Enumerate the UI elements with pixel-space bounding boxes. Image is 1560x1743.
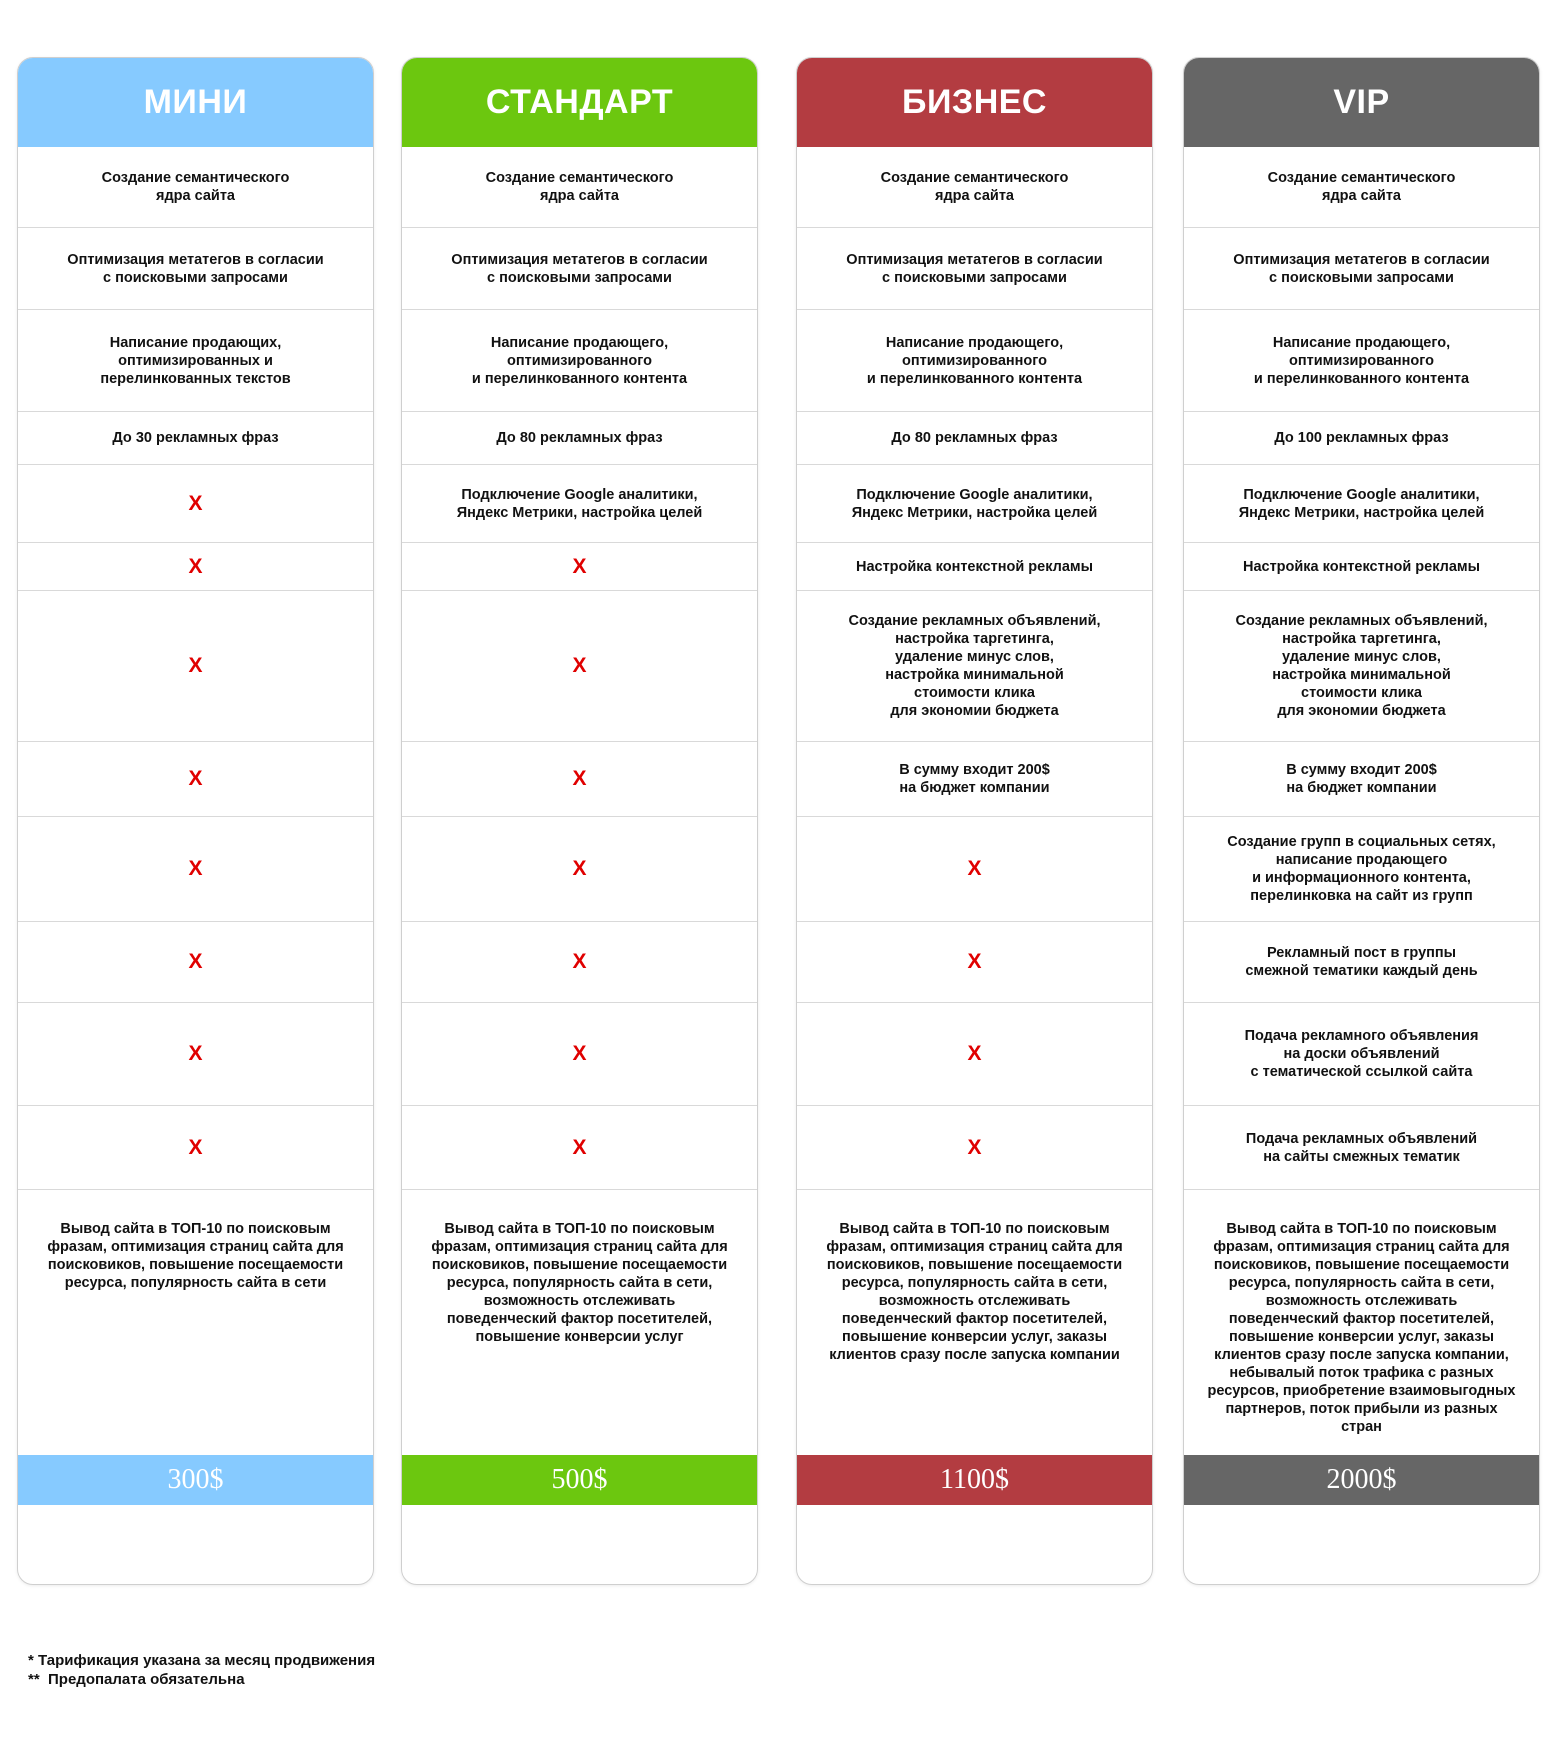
- feature-item: До 80 рекламных фраз: [797, 412, 1152, 465]
- feature-item: В сумму входит 200$ на бюджет компании: [797, 742, 1152, 817]
- feature-item: В сумму входит 200$ на бюджет компании: [1184, 742, 1539, 817]
- feature-item: Создание семантического ядра сайта: [402, 147, 757, 228]
- plan-title: МИНИ: [18, 58, 373, 147]
- feature-item: Оптимизация метатегов в согласии с поисковыми запросами: [797, 228, 1152, 310]
- feature-item: До 100 рекламных фраз: [1184, 412, 1539, 465]
- feature-item: Написание продающих, оптимизированных и перелинкованных текстов: [18, 310, 373, 412]
- feature-item: Создание групп в социальных сетях, написание продающего и информационного контента, перелинковка на сайт из групп: [1184, 817, 1539, 922]
- feature-item: До 30 рекламных фраз: [18, 412, 373, 465]
- feature-item: Подключение Google аналитики, Яндекс Метрики, настройка целей: [797, 465, 1152, 543]
- feature-item: До 80 рекламных фраз: [402, 412, 757, 465]
- price-label: 1100$: [797, 1455, 1152, 1505]
- feature-item: Оптимизация метатегов в согласии с поисковыми запросами: [18, 228, 373, 310]
- price-label: 500$: [402, 1455, 757, 1505]
- feature-item: Оптимизация метатегов в согласии с поисковыми запросами: [402, 228, 757, 310]
- not-included-mark: X: [402, 1003, 757, 1106]
- feature-list: [797, 147, 1152, 1444]
- feature-item: Подача рекламных объявлений на сайты смежных тематик: [1184, 1106, 1539, 1190]
- not-included-mark: X: [18, 817, 373, 922]
- footnote-billing: * Тарификация указана за месяц продвижения: [28, 1652, 376, 1669]
- not-included-mark: X: [402, 591, 757, 742]
- feature-item: Написание продающего, оптимизированного и перелинкованного контента: [797, 310, 1152, 412]
- not-included-mark: X: [18, 543, 373, 591]
- plan-card-mini: [17, 57, 374, 1585]
- not-included-mark: X: [797, 817, 1152, 922]
- footnote-prepayment: ** Предопалата обязательна: [28, 1671, 245, 1688]
- feature-list: [18, 147, 373, 1444]
- feature-list: [1184, 147, 1539, 1444]
- plan-card-vip: [1183, 57, 1540, 1585]
- footnotes: [28, 1651, 375, 1689]
- not-included-mark: X: [18, 922, 373, 1003]
- plan-card-standard: [401, 57, 758, 1585]
- feature-summary: Вывод сайта в ТОП-10 по поисковым фразам, оптимизация страниц сайта для поисковиков, повышение посещаемости ресурса, популярность сайта в сети: [47, 1221, 344, 1291]
- not-included-mark: X: [402, 922, 757, 1003]
- price-label: 2000$: [1184, 1455, 1539, 1505]
- not-included-mark: X: [402, 1106, 757, 1190]
- not-included-mark: X: [18, 465, 373, 543]
- not-included-mark: X: [797, 922, 1152, 1003]
- plan-card-business: [796, 57, 1153, 1585]
- not-included-mark: X: [402, 543, 757, 591]
- feature-item: Подача рекламного объявления на доски объявлений с тематической ссылкой сайта: [1184, 1003, 1539, 1106]
- feature-list: [402, 147, 757, 1444]
- feature-item: Рекламный пост в группы смежной тематики каждый день: [1184, 922, 1539, 1003]
- not-included-mark: X: [18, 591, 373, 742]
- not-included-mark: X: [402, 817, 757, 922]
- price-label: 300$: [18, 1455, 373, 1505]
- not-included-mark: X: [18, 1106, 373, 1190]
- not-included-mark: X: [18, 1003, 373, 1106]
- feature-summary: Вывод сайта в ТОП-10 по поисковым фразам, оптимизация страниц сайта для поисковиков, повышение посещаемости ресурса, популярность сайта в сети, возможность отслеживать поведенческий фактор посетителей, повышение конверсии услуг, заказы клиентов сразу после запуска компании, небывалый поток трафика с разных ресурсов, приобретение взаимовыгодных партнеров, поток прибыли из разных стран: [1207, 1221, 1516, 1435]
- plan-title: СТАНДАРТ: [402, 58, 757, 147]
- feature-item: Создание рекламных объявлений, настройка таргетинга, удаление минус слов, настройка минимальной стоимости клика для экономии бюджета: [797, 591, 1152, 742]
- feature-item: Написание продающего, оптимизированного и перелинкованного контента: [402, 310, 757, 412]
- feature-item: Создание семантического ядра сайта: [18, 147, 373, 228]
- not-included-mark: X: [18, 742, 373, 817]
- feature-summary: Вывод сайта в ТОП-10 по поисковым фразам, оптимизация страниц сайта для поисковиков, повышение посещаемости ресурса, популярность сайта в сети, возможность отслеживать поведенческий фактор посетителей, повышение конверсии услуг, заказы клиентов сразу после запуска компании: [826, 1221, 1123, 1363]
- not-included-mark: X: [797, 1106, 1152, 1190]
- feature-item: Оптимизация метатегов в согласии с поисковыми запросами: [1184, 228, 1539, 310]
- feature-item: Настройка контекстной рекламы: [797, 543, 1152, 591]
- feature-item: Создание семантического ядра сайта: [1184, 147, 1539, 228]
- feature-item: Написание продающего, оптимизированного и перелинкованного контента: [1184, 310, 1539, 412]
- feature-item: Создание семантического ядра сайта: [797, 147, 1152, 228]
- feature-summary: Вывод сайта в ТОП-10 по поисковым фразам, оптимизация страниц сайта для поисковиков, повышение посещаемости ресурса, популярность сайта в сети, возможность отслеживать поведенческий фактор посетителей, повышение конверсии услуг: [431, 1221, 728, 1345]
- plan-title: БИЗНЕС: [797, 58, 1152, 147]
- feature-item: Настройка контекстной рекламы: [1184, 543, 1539, 591]
- not-included-mark: X: [402, 742, 757, 817]
- not-included-mark: X: [797, 1003, 1152, 1106]
- feature-item: Создание рекламных объявлений, настройка таргетинга, удаление минус слов, настройка минимальной стоимости клика для экономии бюджета: [1184, 591, 1539, 742]
- feature-item: Подключение Google аналитики, Яндекс Метрики, настройка целей: [1184, 465, 1539, 543]
- feature-item: Подключение Google аналитики, Яндекс Метрики, настройка целей: [402, 465, 757, 543]
- plan-title: VIP: [1184, 58, 1539, 147]
